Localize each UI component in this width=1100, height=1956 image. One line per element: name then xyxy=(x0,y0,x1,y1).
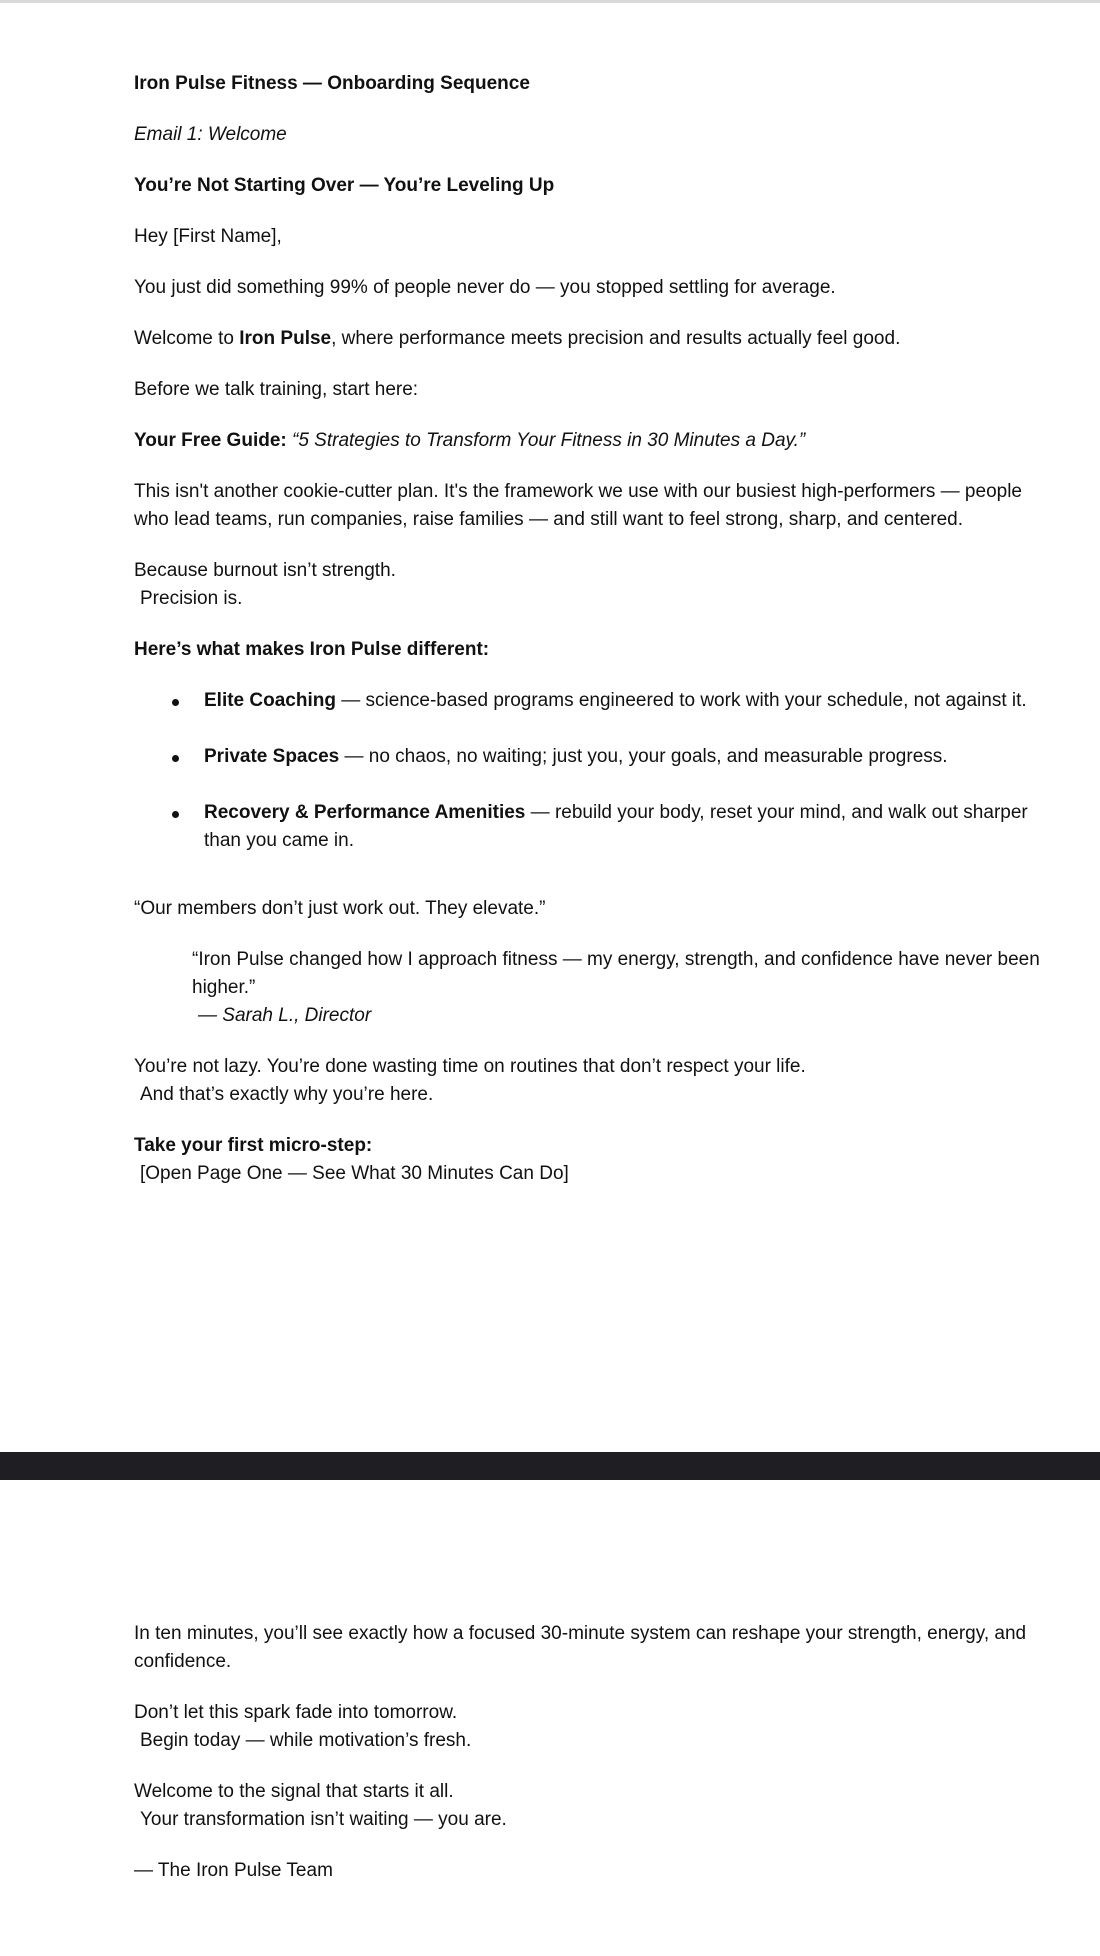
intro-paragraph: You just did something 99% of people never do — you stopped settling for average. xyxy=(134,277,836,298)
welcome-suffix: , where performance meets precision and results actually feel good. xyxy=(331,328,901,349)
testimonial-author: — Sarah L., Director xyxy=(198,1005,372,1026)
testimonial-quote: “Iron Pulse changed how I approach fitness — my energy, strength, and confidence have never been higher.” xyxy=(192,949,1040,998)
guide-label: Your Free Guide: xyxy=(134,430,287,451)
lazy-line-2: And that’s exactly why you’re here. xyxy=(140,1084,434,1105)
ten-minutes-paragraph: In ten minutes, you’ll see exactly how a focused 30-minute system can reshape your strength, energy, and confidence. xyxy=(134,1623,1027,1672)
burnout-paragraph xyxy=(134,557,1054,613)
welcome-paragraph xyxy=(134,325,1054,353)
signal-line-2: Your transformation isn’t waiting — you are. xyxy=(140,1809,507,1830)
feature-list xyxy=(134,687,1054,855)
document-title: Iron Pulse Fitness — Onboarding Sequence xyxy=(134,73,530,94)
signal-line-1: Welcome to the signal that starts it all. xyxy=(134,1781,454,1802)
feature-text: — rebuild your body, reset your mind, and walk out sharper than you came in. xyxy=(204,802,1028,851)
members-quote: “Our members don’t just work out. They elevate.” xyxy=(134,898,546,919)
spark-paragraph xyxy=(134,1699,1054,1755)
list-item xyxy=(134,799,1054,855)
spark-line-2: Begin today — while motivation’s fresh. xyxy=(140,1730,472,1751)
feature-title: Elite Coaching xyxy=(204,690,336,711)
email-label: Email 1: Welcome xyxy=(134,124,287,145)
feature-title: Recovery & Performance Amenities xyxy=(204,802,526,823)
framework-paragraph: This isn't another cookie-cutter plan. It's the framework we use with our busiest high-performers — people who lead teams, run companies, raise families — and still want to feel strong, sharp, and centered. xyxy=(134,481,1022,530)
cta-link[interactable]: [Open Page One — See What 30 Minutes Can Do] xyxy=(140,1163,569,1184)
spark-line-1: Don’t let this spark fade into tomorrow. xyxy=(134,1702,458,1723)
lazy-line-1: You’re not lazy. You’re done wasting time on routines that don’t respect your life. xyxy=(134,1056,806,1077)
before-paragraph: Before we talk training, start here: xyxy=(134,379,419,400)
feature-text: — no chaos, no waiting; just you, your goals, and measurable progress. xyxy=(339,746,948,767)
free-guide-paragraph xyxy=(134,427,1054,455)
bullet-icon xyxy=(172,699,179,706)
list-item xyxy=(134,743,1054,771)
testimonial-block xyxy=(192,946,1054,1030)
bullet-icon xyxy=(172,755,179,762)
bullet-icon xyxy=(172,811,179,818)
burnout-line-2: Precision is. xyxy=(140,588,243,609)
feature-title: Private Spaces xyxy=(204,746,340,767)
welcome-brand: Iron Pulse xyxy=(239,328,332,349)
list-item xyxy=(134,687,1054,715)
burnout-line-1: Because burnout isn’t strength. xyxy=(134,560,396,581)
signature: — The Iron Pulse Team xyxy=(134,1860,333,1881)
document-page-2 xyxy=(0,1480,1100,1956)
signal-paragraph xyxy=(134,1778,1054,1834)
guide-title: “5 Strategies to Transform Your Fitness in 30 Minutes a Day.” xyxy=(286,430,806,451)
micro-step-heading: Take your first micro-step: xyxy=(134,1135,373,1156)
page-1-content xyxy=(134,70,1054,1211)
different-heading: Here’s what makes Iron Pulse different: xyxy=(134,639,490,660)
greeting: Hey [First Name], xyxy=(134,226,282,247)
email-subject: You’re Not Starting Over — You’re Leveling Up xyxy=(134,175,555,196)
page-2-content xyxy=(134,1620,1054,1908)
page-separator xyxy=(0,1452,1100,1480)
micro-step-paragraph xyxy=(134,1132,1054,1188)
feature-text: — science-based programs engineered to work with your schedule, not against it. xyxy=(335,690,1027,711)
welcome-prefix: Welcome to xyxy=(134,328,240,349)
lazy-paragraph xyxy=(134,1053,1054,1109)
page-top-border xyxy=(0,0,1100,3)
